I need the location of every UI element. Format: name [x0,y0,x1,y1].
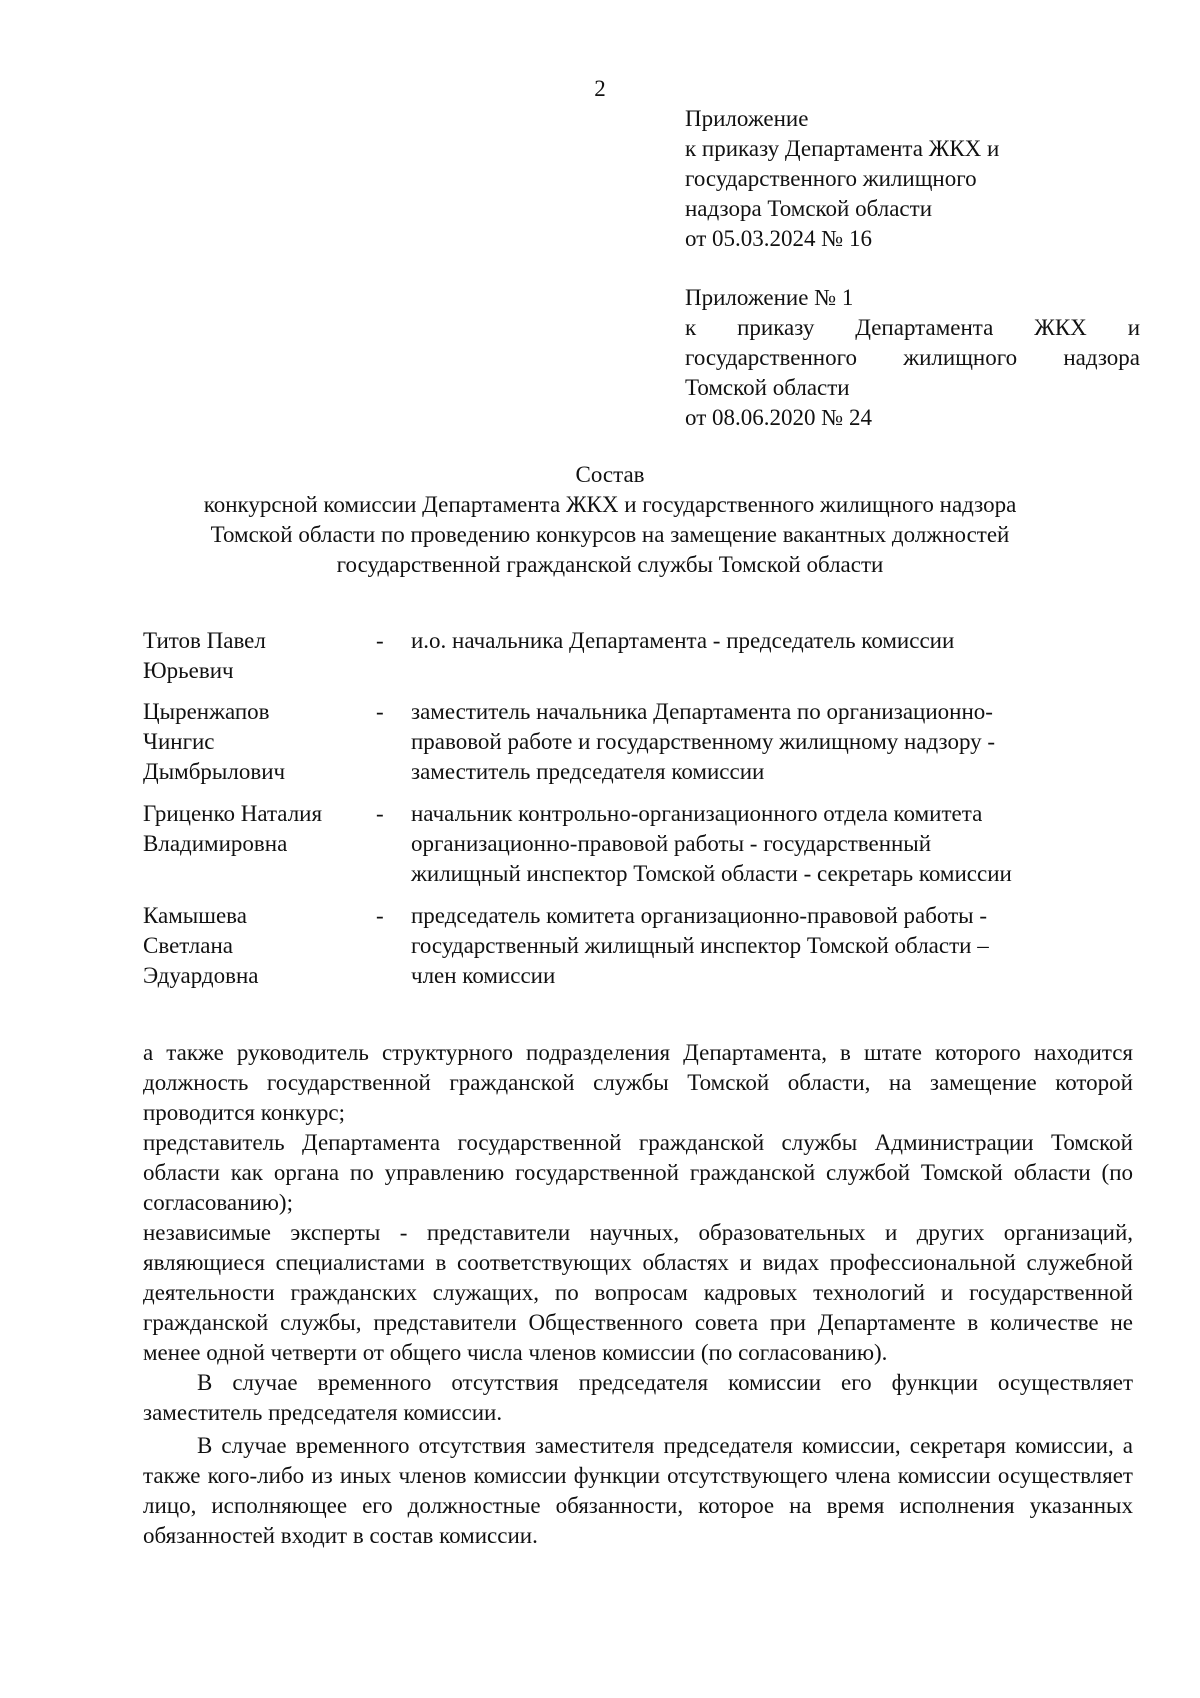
heading-title: Состав [575,462,645,487]
member-role-line: правовой работе и государственному жилищному надзору - [411,729,996,754]
member-name-line: Гриценко Наталия [143,801,323,826]
heading-subtitle-line: Томской области по проведению конкурсов на замещение вакантных должностей [210,522,1010,547]
member-name-line: Цыренжапов [143,699,270,724]
member-role-line: организационно-правовой работы - государственный [411,831,932,856]
appendix-line: государственного жилищного [685,166,977,191]
member-role-line: заместитель председателя комиссии [411,759,765,784]
heading-subtitle-line: государственной гражданской службы Томской области [336,552,884,577]
document-body [143,1038,1133,1551]
member-role-line: председатель комитета организационно-правовой работы - [411,903,988,928]
document-heading [130,460,1090,580]
appendix-original-order [685,283,1140,433]
member-name-line: Титов Павел [143,628,266,653]
member-name-line: Дымбрылович [143,759,286,784]
member-name [143,901,363,991]
member-dash: - [376,903,384,928]
appendix-line: к приказу Департамента ЖКХ и [685,136,1000,161]
member-entry [143,799,1133,901]
member-role-line: начальник контрольно-организационного отдела комитета [411,801,983,826]
body-paragraph: представитель Департамента государственной гражданской службы Администрации Томской области как органа по управлению государственной гражданской службой Томской области (по согласованию); [143,1130,1133,1215]
member-name-line: Эдуардовна [143,963,259,988]
appendix-line: Приложение [685,106,809,131]
member-role-line: член комиссии [411,963,556,988]
member-name [143,626,363,686]
member-role [411,901,1133,991]
appendix-line: государственного жилищного надзора [685,345,1140,370]
appendix-line: от 05.03.2024 № 16 [685,226,872,251]
member-entry [143,626,1133,697]
member-name-line: Камышева [143,903,247,928]
body-paragraph: а также руководитель структурного подразделения Департамента, в штате которого находится должность государственной гражданской службы Томской области, на замещение которой проводится конкурс; [143,1040,1133,1125]
member-name-line: Владимировна [143,831,288,856]
appendix-line: Приложение № 1 [685,285,854,310]
heading-subtitle-line: конкурсной комиссии Департамента ЖКХ и государственного жилищного надзора [203,492,1017,517]
member-role [411,799,1133,889]
member-role-line: заместитель начальника Департамента по организационно- [411,699,993,724]
member-dash: - [376,628,384,653]
member-entry [143,697,1133,799]
member-name [143,697,363,787]
appendix-line: Томской области [685,375,850,400]
body-paragraph: В случае временного отсутствия заместителя председателя комиссии, секретаря комиссии, а также кого-либо из иных членов комиссии функции отсутствующего члена комиссии осуществляет лицо, исполняющее его должностные обязанности, которое на время исполнения указанных обязанностей входит в состав комиссии. [143,1433,1133,1548]
member-dash: - [376,801,384,826]
member-name-line: Юрьевич [143,658,234,683]
commission-members-list [143,626,1133,991]
member-name-line: Светлана [143,933,233,958]
member-name-line: Чингис [143,729,215,754]
member-name [143,799,363,859]
member-dash: - [376,699,384,724]
body-paragraph: независимые эксперты - представители научных, образовательных и других организаций, являющиеся специалистами в соответствующих областях и видах профессиональной служебной деятельности гражданских служащих, по вопросам кадровых технологий и государственной гражданской службы, представители Общественного совета при Департаменте в количестве не менее одной четверти от общего числа членов комиссии (по согласованию). [143,1220,1133,1365]
member-role [411,626,1133,656]
appendix-line: от 08.06.2020 № 24 [685,405,872,430]
member-entry [143,901,1133,991]
member-role [411,697,1133,787]
member-role-line: жилищный инспектор Томской области - секретарь комиссии [411,861,1012,886]
member-role-line: и.о. начальника Департамента - председатель комиссии [411,628,955,653]
appendix-current-order [685,104,1140,254]
page-number: 2 [594,76,606,101]
body-paragraph: В случае временного отсутствия председателя комиссии его функции осуществляет заместитель председателя комиссии. [143,1370,1133,1425]
member-role-line: государственный жилищный инспектор Томской области – [411,933,989,958]
appendix-line: надзора Томской области [685,196,933,221]
appendix-line: к приказу Департамента ЖКХ и [685,315,1140,340]
